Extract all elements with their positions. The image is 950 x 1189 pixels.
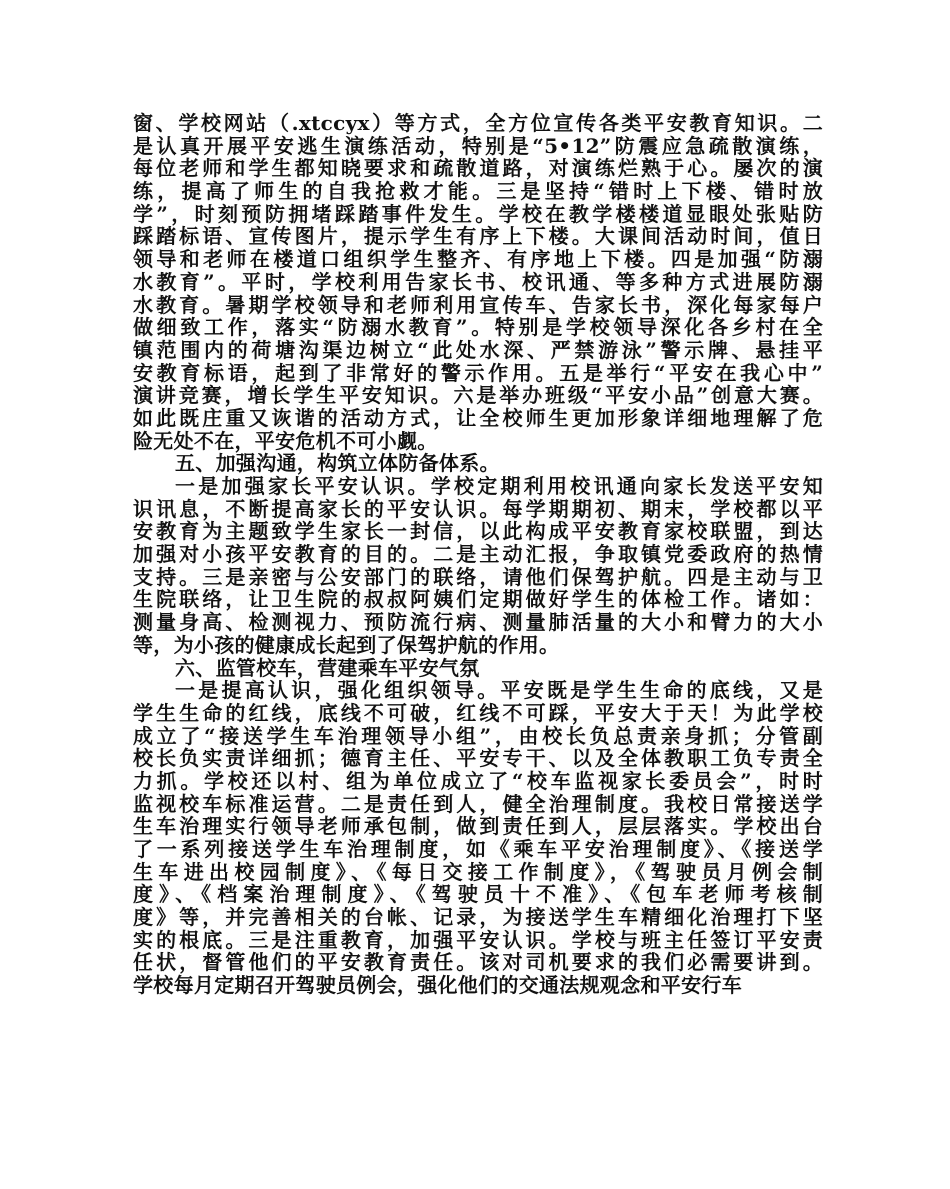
text-line: 实的根底。三是注重教育，加强平安认识。学校与班主任签订平安责: [133, 927, 823, 952]
text-line: 领导和老师在楼道口组织学生整齐、有序地上下楼。四是加强“防溺: [133, 247, 823, 272]
text-line: 任状，督管他们的平安教育责任。该对司机要求的我们必需要讲到。: [133, 950, 823, 975]
text-line: 识讯息，不断提高家长的平安认识。每学期期初、期末，学校都以平: [133, 496, 823, 521]
text-line: 生车治理实行领导老师承包制，做到责任到人，层层落实。学校出台: [133, 814, 823, 839]
text-line: 踩踏标语、宣传图片，提示学生有序上下楼。大课间活动时间，值日: [133, 224, 823, 249]
section-heading-5: 五、加强沟通，构筑立体防备体系。: [175, 451, 500, 476]
text-line: 安教育为主题致学生家长一封信，以此构成平安教育家校联盟，到达: [133, 519, 823, 544]
text-line: 水教育”。平时，学校利用告家长书、校讯通、等多种方式进展防溺: [133, 269, 823, 294]
text-line: 加强对小孩平安教育的目的。二是主动汇报，争取镇党委政府的热情: [133, 542, 823, 567]
text-line: 了一系列接送学生车治理制度，如《乘车平安治理制度》、《接送学: [133, 837, 823, 861]
text-line: 水教育。暑期学校领导和老师利用宣传车、告家长书，深化每家每户: [133, 292, 823, 317]
text-line: 如此既庄重又诙谐的活动方式，让全校师生更加形象详细地理解了危: [133, 405, 823, 430]
paragraph-3: [133, 679, 823, 997]
paragraph-1: [133, 112, 823, 452]
text-line: 学”，时刻预防拥堵踩踏事件发生。学校在教学楼楼道显眼处张贴防: [133, 201, 823, 226]
text-line: 等，为小孩的健康成长起到了保驾护航的作用。: [133, 632, 560, 657]
section-heading-6: 六、监管校车，营建乘车平安气氛: [175, 655, 480, 680]
text-line: 演讲竞赛，增长学生平安知识。六是举办班级“平安小品”创意大赛。: [133, 383, 823, 408]
paragraph-2: [133, 475, 823, 657]
text-line: 度》、《档案治理制度》、《驾驶员十不准》、《包车老师考核制: [133, 882, 823, 907]
document-page: [133, 112, 823, 997]
text-line: 测量身高、检测视力、预防流行病、测量肺活量的大小和臂力的大小: [133, 610, 823, 635]
text-line: 监视校车标准运营。二是责任到人，健全治理制度。我校日常接送学: [133, 791, 823, 816]
text-line: 学校每月定期召开驾驶员例会，强化他们的交通法规观念和平安行车: [133, 973, 742, 998]
text-line: 一是提高认识，强化组织领导。平安既是学生生命的底线，又是: [175, 678, 823, 703]
text-line: 学生生命的红线，底线不可破，红线不可踩，平安大于天！为此学校: [133, 700, 823, 725]
text-line: 练，提高了师生的自我抢救才能。三是坚持“错时上下楼、错时放: [133, 179, 823, 204]
text-line: 窗、学校网站（.xtccyx）等方式，全方位宣传各类平安教育知识。二: [133, 111, 823, 135]
text-line: 镇范围内的荷塘沟渠边树立“此处水深、严禁游泳”警示牌、悬挂平: [133, 337, 823, 362]
text-line: 生院联络，让卫生院的叔叔阿姨们定期做好学生的体检工作。诸如：: [133, 587, 823, 612]
text-line: 支持。三是亲密与公安部门的联络，请他们保驾护航。四是主动与卫: [133, 564, 823, 589]
text-line: 力抓。学校还以村、组为单位成立了“校车监视家长委员会”，时时: [133, 768, 823, 793]
text-line: 安教育标语，起到了非常好的警示作用。五是举行“平安在我心中”: [133, 360, 823, 385]
text-line: 校长负实责详细抓；德育主任、平安专干、以及全体教职工负专责全: [133, 746, 823, 771]
text-line: 生车进出校园制度》、《每日交接工作制度》，《驾驶员月例会制: [133, 859, 823, 884]
text-line: 度》等，并完善相关的台帐、记录，为接送学生车精细化治理打下坚: [133, 905, 823, 930]
text-line: 做细致工作，落实“防溺水教育”。特别是学校领导深化各乡村在全: [133, 315, 823, 340]
text-line: 是认真开展平安逃生演练活动，特别是“5•12”防震应急疏散演练，: [133, 133, 823, 158]
text-line: 一是加强家长平安认识。学校定期利用校讯通向家长发送平安知: [175, 474, 823, 498]
text-line: 每位老师和学生都知晓要求和疏散道路，对演练烂熟于心。屡次的演: [133, 156, 823, 181]
text-line: 险无处不在，平安危机不可小觑。: [133, 428, 438, 453]
text-line: 成立了“接送学生车治理领导小组”，由校长负总责亲身抓；分管副: [133, 723, 823, 748]
